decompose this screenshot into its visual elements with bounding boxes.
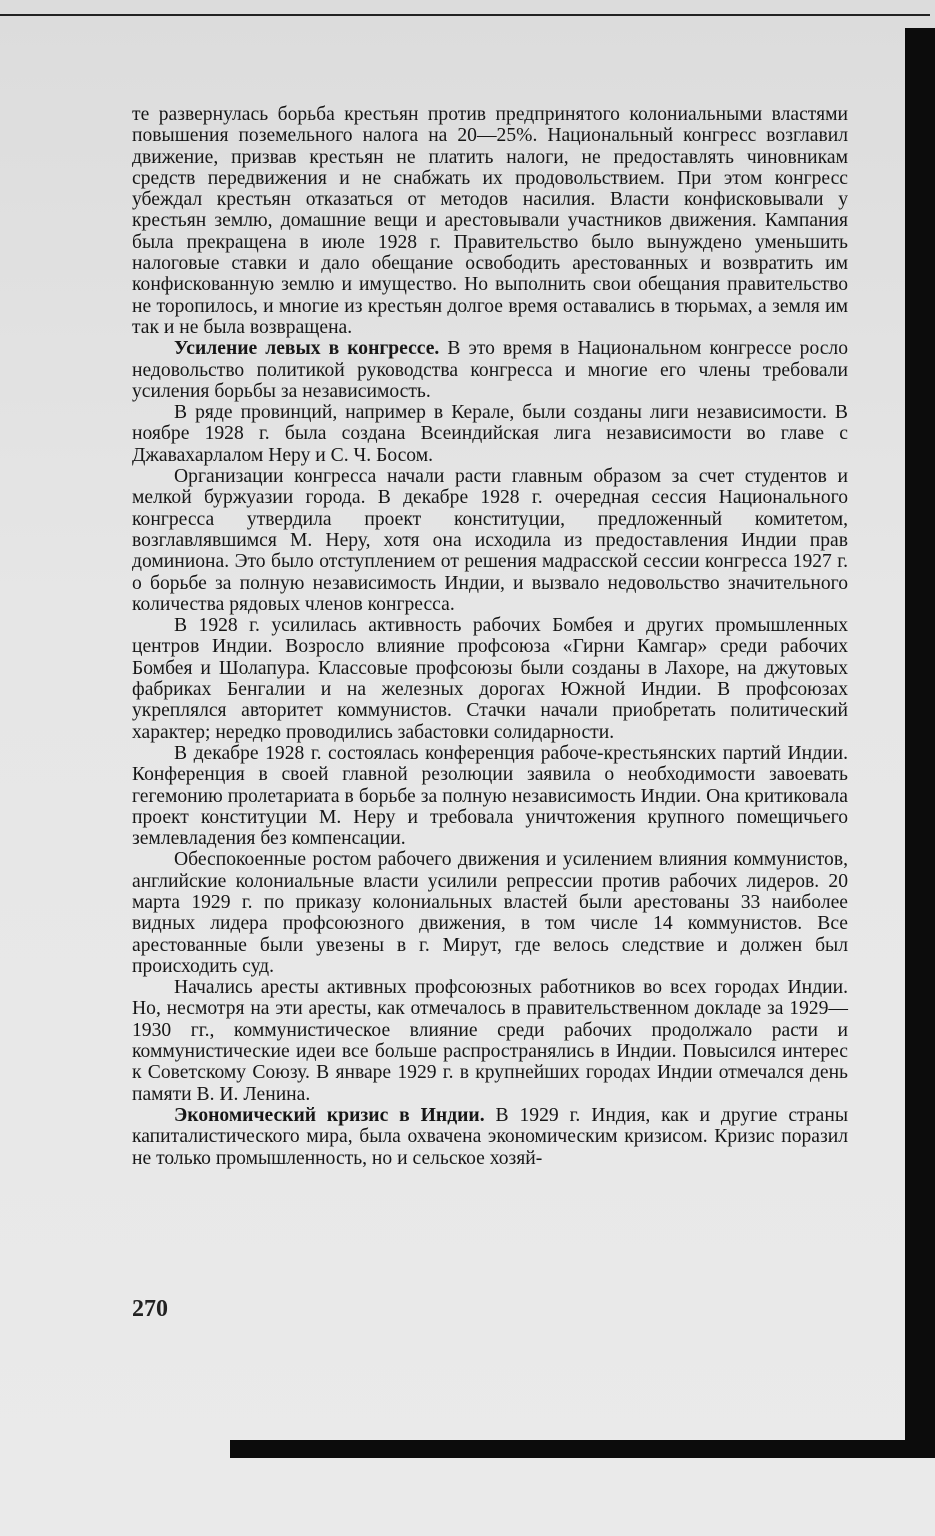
paragraph-text: В 1928 г. усилилась активность рабочих Бомбея и других промышленных центров Индии. Возросло влияние профсоюза «Гирни Камгар» среди рабочих Бомбея и Шолапура. Классовые профсоюзы были созданы в Лахоре, на джутовых фабриках Бенгалии и на железных дорогах Южной Индии. В профсоюзах укреплялся авторитет коммунистов. Стачки начали приобретать политический характер; нередко проводились забастовки солидарности.: [132, 615, 848, 743]
scan-bottom-border: [230, 1440, 935, 1458]
paragraph: [132, 466, 848, 615]
paragraph-text: В 1929 г. Индия, как и другие страны капиталистического мира, была охвачена экономическим кризисом. Кризис поразил не только промышленность, но и сельское хозяй-: [132, 1104, 848, 1169]
scan-right-border: [905, 28, 935, 1458]
paragraph: [132, 1105, 848, 1169]
paragraph-text: Организации конгресса начали расти главным образом за счет студентов и мелкой буржуазии города. В декабре 1928 г. очередная сессия Национального конгресса утвердила проект конституции, предложенный комитетом, возглавлявшимся М. Неру, хотя она исходила из предоставления Индии прав доминиона. Это было отступлением от решения мадрасской сессии конгресса 1927 г. о борьбе за полную независимость Индии, и вызвало недовольство значительного количества рядовых членов конгресса.: [132, 466, 848, 615]
paragraph: [132, 402, 848, 466]
paragraph-text: Обеспокоенные ростом рабочего движения и усилением влияния коммунистов, английские колониальные власти усилили репрессии против рабочих лидеров. 20 марта 1929 г. по приказу колониальных властей были арестованы 33 наиболее видных лидера профсоюзного движения, в том числе 14 коммунистов. Все арестованные были увезены в г. Мирут, где велось следствие и должен был происходить суд.: [132, 849, 848, 977]
paragraph: [132, 977, 848, 1105]
paragraph: [132, 743, 848, 849]
section-heading: Усиление левых в конгрессе.: [174, 338, 440, 360]
paragraph: [132, 338, 848, 402]
scan-top-edge: [0, 14, 930, 16]
paragraph: [132, 615, 848, 743]
paragraph: [132, 104, 848, 338]
paragraph-text: В декабре 1928 г. состоялась конференция рабоче-крестьянских партий Индии. Конференция в своей главной резолюции заявила о необходимости завоевать гегемонию пролетариата в борьбе за полную независимость Индии. Она критиковала проект конституции М. Неру и требовала уничтожения крупного помещичьего землевладения без компенсации.: [132, 742, 848, 850]
paragraph-text: Начались аресты активных профсоюзных работников во всех городах Индии. Но, несмотря на эти аресты, как отмечалось в правительственном докладе за 1929—1930 гг., коммунистическое влияние среди рабочих продолжало расти и коммунистические идеи все больше распространялись в Индии. Повысился интерес к Советскому Союзу. В январе 1929 г. в крупнейших городах Индии отмечался день памяти В. И. Ленина.: [132, 977, 848, 1105]
section-heading: Экономический кризис в Индии.: [174, 1104, 485, 1126]
paragraph: [132, 849, 848, 977]
page-number: 270: [132, 1296, 168, 1322]
body-text: [132, 104, 848, 1169]
paragraph-text: В это время в Национальном конгрессе росло недовольство политикой руководства конгресса и многие его члены требовали усиления борьбы за независимость.: [132, 338, 849, 402]
paragraph-text: те развернулась борьба крестьян против предпринятого колониальными властями повышения поземельного налога на 20—25%. Национальный конгресс возглавил движение, призвав крестьян не платить налоги, не предоставлять чиновникам средств передвижения и не снабжать их продовольствием. При этом конгресс убеждал крестьян отказаться от методов насилия. Власти конфисковывали у крестьян землю, домашние вещи и арестовывали участников движения. Кампания была прекращена в июле 1928 г. Правительство было вынуждено уменьшить налоговые ставки и дало обещание освободить арестованных и возвратить им конфискованную землю и имущество. Но выполнить свои обещания правительство не торопилось, и многие из крестьян долгое время оставались в тюрьмах, а земля им так и не была возвращена.: [132, 104, 848, 338]
paragraph-text: В ряде провинций, например в Керале, были созданы лиги независимости. В ноябре 1928 г. была создана Всеиндийская лига независимости во главе с Джавахарлалом Неру и С. Ч. Босом.: [132, 402, 848, 466]
